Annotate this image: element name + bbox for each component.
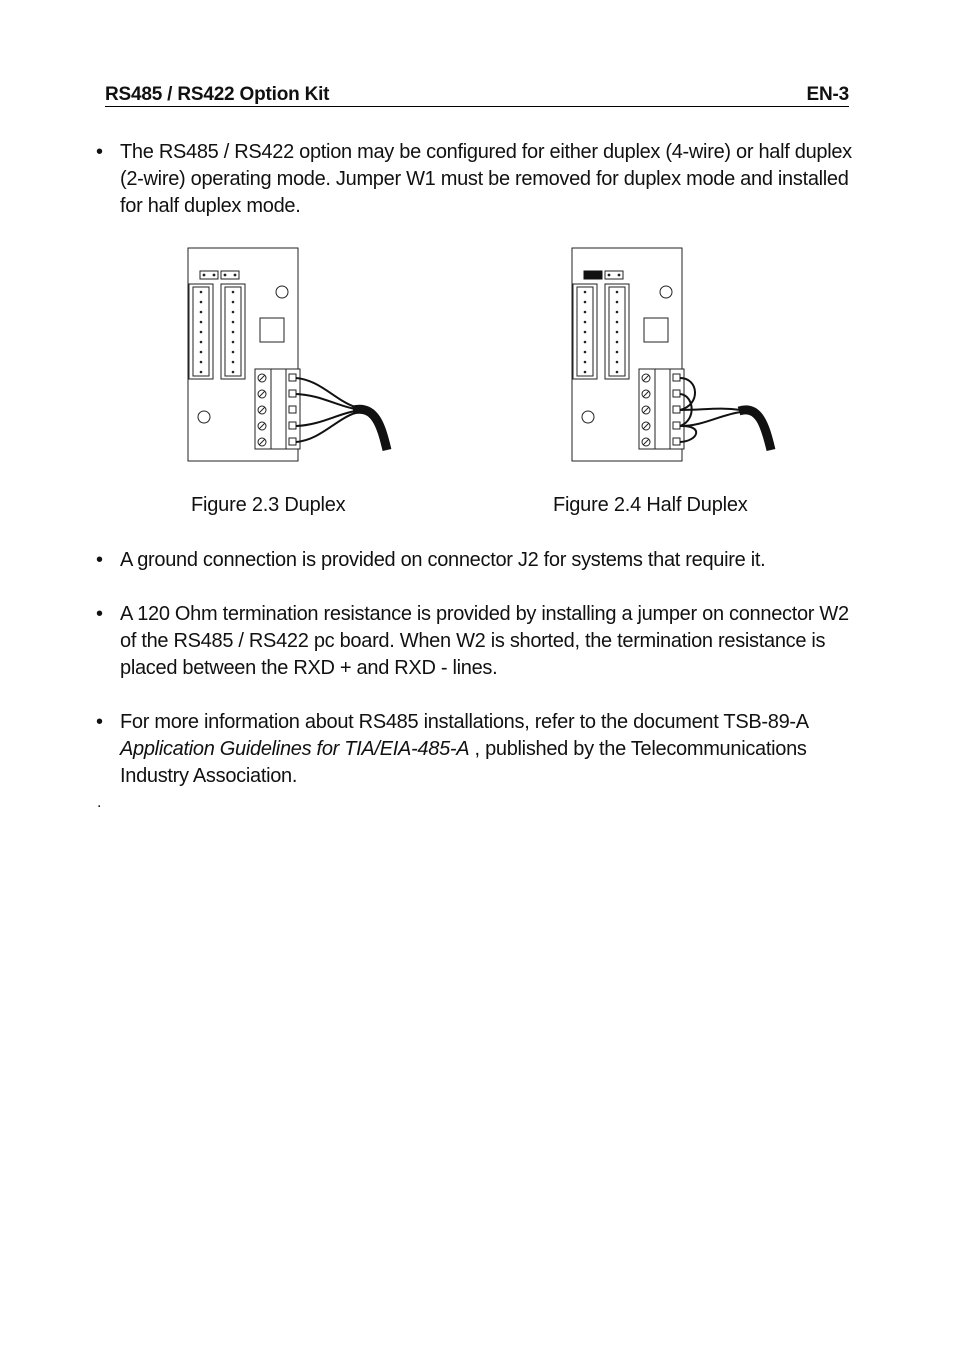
bullet-item	[96, 139, 866, 221]
bullet-text: A 120 Ohm termination resistance is provided by installing a jumper on connector W2 of the RS485 / RS422 pc board. When W2 is shorted, the termination resistance is placed between the RXD + and RXD - lines.	[120, 603, 849, 679]
bullet-item	[96, 709, 866, 791]
figure-2-3-caption: Figure 2.3 Duplex	[191, 494, 346, 516]
bullet-item	[96, 601, 866, 683]
bullet-text-prefix: For more information about RS485 installations, refer to the document TSB-89-A	[120, 711, 808, 733]
bullet-text-suffix: , published by the Telecommunications Industry Association.	[120, 738, 807, 787]
bullet-item	[96, 547, 866, 575]
bullet-symbol: •	[96, 711, 103, 733]
header-title: RS485 / RS422 Option Kit	[105, 84, 330, 105]
bullet-symbol: •	[96, 141, 103, 163]
duplex-board-diagram	[185, 245, 400, 465]
bullet-symbol: •	[96, 603, 103, 625]
bullet-text: A ground connection is provided on connector J2 for systems that require it.	[120, 549, 766, 571]
header-page-number: EN-3	[806, 84, 849, 105]
half-duplex-board-diagram	[569, 245, 784, 465]
bullet-text: The RS485 / RS422 option may be configured for either duplex (4-wire) or half duplex (2-wire) operating mode. Jumper W1 must be removed for duplex mode and installed for half duplex mode.	[120, 141, 852, 217]
trailing-mark: .	[97, 794, 102, 811]
page-header	[105, 84, 849, 107]
document-title-italic: Application Guidelines for TIA/EIA-485-A	[120, 738, 470, 760]
bullet-text	[120, 709, 868, 790]
figure-2-4-caption: Figure 2.4 Half Duplex	[553, 494, 748, 516]
bullet-symbol: •	[96, 549, 103, 571]
